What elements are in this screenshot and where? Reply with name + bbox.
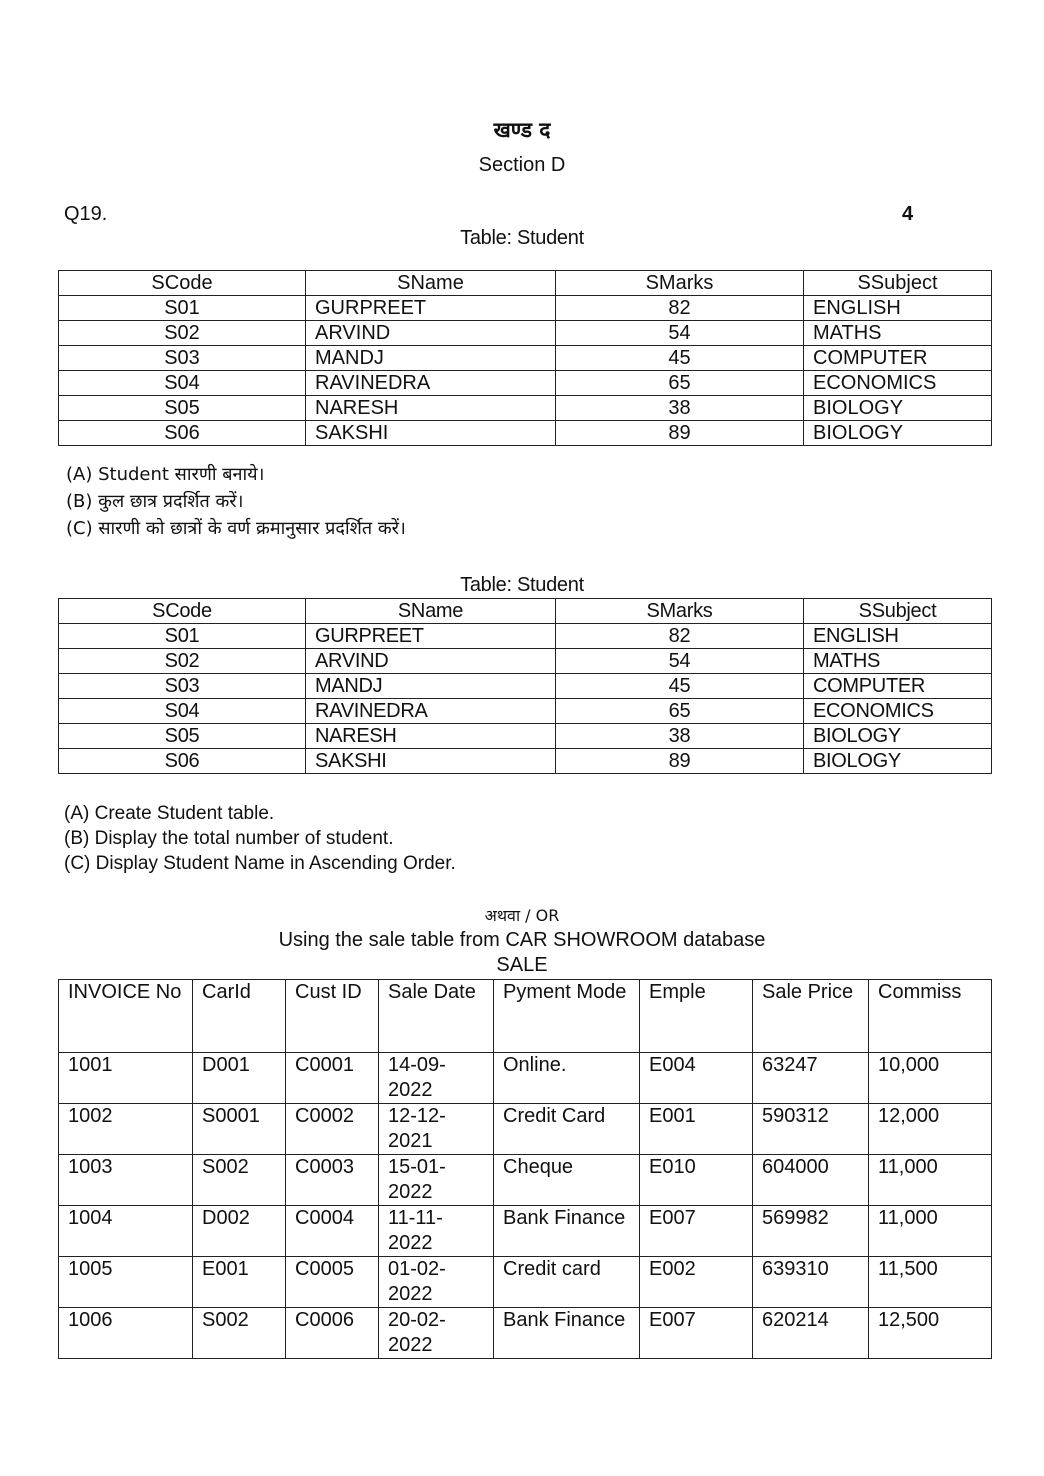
table-row (59, 699, 992, 724)
cell-sname: ARVIND (306, 321, 556, 346)
table-row (59, 1206, 992, 1257)
column-header: Sale Date (379, 980, 494, 1053)
cell-sname: GURPREET (306, 624, 556, 649)
cell-invoice: 1003 (59, 1155, 193, 1206)
cell-payment-mode: Bank Finance (494, 1308, 640, 1359)
cell-employee: E001 (640, 1104, 753, 1155)
cell-commission: 11,500 (869, 1257, 992, 1308)
cell-sale-date: 01-02-2022 (379, 1257, 494, 1308)
cell-sale-date: 12-12-2021 (379, 1104, 494, 1155)
cell-sale-price: 620214 (753, 1308, 869, 1359)
question-marks: 4 (902, 203, 914, 225)
table-row (59, 1257, 992, 1308)
english-questions (64, 801, 456, 876)
cell-carid: S002 (193, 1308, 286, 1359)
cell-custid: C0004 (286, 1206, 379, 1257)
cell-employee: E004 (640, 1053, 753, 1104)
cell-sname: RAVINEDRA (306, 699, 556, 724)
cell-commission: 12,500 (869, 1308, 992, 1359)
cell-scode: S06 (59, 421, 306, 446)
cell-smarks: 82 (556, 296, 804, 321)
cell-smarks: 89 (556, 749, 804, 774)
question-b-hindi: (B) कुल छात्र प्रदर्शित करें। (66, 491, 244, 512)
cell-employee: E010 (640, 1155, 753, 1206)
table-row (59, 371, 992, 396)
column-header: SMarks (556, 599, 804, 624)
cell-invoice: 1004 (59, 1206, 193, 1257)
column-header: Sale Price (753, 980, 869, 1053)
cell-scode: S05 (59, 396, 306, 421)
table-row (59, 421, 992, 446)
cell-smarks: 82 (556, 624, 804, 649)
cell-sale-price: 604000 (753, 1155, 869, 1206)
cell-smarks: 89 (556, 421, 804, 446)
cell-payment-mode: Cheque (494, 1155, 640, 1206)
student-table-hindi (58, 270, 992, 446)
cell-ssubject: BIOLOGY (804, 724, 992, 749)
column-header: SMarks (556, 271, 804, 296)
or-label: अथवा / OR (484, 906, 560, 925)
column-header: INVOICE No (59, 980, 193, 1053)
cell-scode: S02 (59, 649, 306, 674)
cell-scode: S03 (59, 346, 306, 371)
table-row (59, 749, 992, 774)
sale-table (58, 979, 992, 1359)
cell-sale-price: 63247 (753, 1053, 869, 1104)
cell-payment-mode: Credit Card (494, 1104, 640, 1155)
table-caption: Table: Student (460, 227, 584, 249)
column-header: SSubject (804, 271, 992, 296)
table-header-row (59, 980, 992, 1053)
cell-employee: E007 (640, 1308, 753, 1359)
sale-table-caption: SALE (496, 954, 548, 976)
cell-sname: RAVINEDRA (306, 371, 556, 396)
cell-custid: C0005 (286, 1257, 379, 1308)
cell-payment-mode: Credit card (494, 1257, 640, 1308)
cell-ssubject: BIOLOGY (804, 421, 992, 446)
cell-commission: 10,000 (869, 1053, 992, 1104)
student-table-english (58, 598, 992, 774)
cell-sale-date: 15-01-2022 (379, 1155, 494, 1206)
cell-sname: MANDJ (306, 346, 556, 371)
table-header-row (59, 599, 992, 624)
column-header: Cust ID (286, 980, 379, 1053)
cell-payment-mode: Online. (494, 1053, 640, 1104)
cell-custid: C0006 (286, 1308, 379, 1359)
cell-invoice: 1005 (59, 1257, 193, 1308)
table-row (59, 346, 992, 371)
section-title: Section D (478, 154, 566, 176)
table-header-row (59, 271, 992, 296)
column-header: SName (306, 599, 556, 624)
cell-ssubject: ENGLISH (804, 296, 992, 321)
cell-ssubject: MATHS (804, 321, 992, 346)
question-a-hindi: (A) Student सारणी बनाये। (66, 464, 265, 485)
column-header: Commiss (869, 980, 992, 1053)
cell-sale-price: 639310 (753, 1257, 869, 1308)
table-row (59, 674, 992, 699)
cell-ssubject: ENGLISH (804, 624, 992, 649)
table-row (59, 1155, 992, 1206)
cell-sname: SAKSHI (306, 749, 556, 774)
question-a: (A) Create Student table. (64, 803, 275, 824)
cell-invoice: 1002 (59, 1104, 193, 1155)
cell-employee: E002 (640, 1257, 753, 1308)
column-header: SName (306, 271, 556, 296)
cell-carid: S002 (193, 1155, 286, 1206)
cell-sale-price: 569982 (753, 1206, 869, 1257)
cell-smarks: 65 (556, 371, 804, 396)
table-row (59, 1104, 992, 1155)
cell-sname: SAKSHI (306, 421, 556, 446)
cell-smarks: 54 (556, 649, 804, 674)
cell-sale-price: 590312 (753, 1104, 869, 1155)
cell-commission: 12,000 (869, 1104, 992, 1155)
cell-custid: C0002 (286, 1104, 379, 1155)
cell-sale-date: 11-11-2022 (379, 1206, 494, 1257)
cell-custid: C0001 (286, 1053, 379, 1104)
cell-carid: D002 (193, 1206, 286, 1257)
cell-invoice: 1006 (59, 1308, 193, 1359)
column-header: Emple (640, 980, 753, 1053)
cell-employee: E007 (640, 1206, 753, 1257)
cell-ssubject: BIOLOGY (804, 396, 992, 421)
cell-smarks: 45 (556, 346, 804, 371)
table-row (59, 296, 992, 321)
column-header: SSubject (804, 599, 992, 624)
cell-smarks: 54 (556, 321, 804, 346)
cell-scode: S06 (59, 749, 306, 774)
cell-commission: 11,000 (869, 1155, 992, 1206)
cell-invoice: 1001 (59, 1053, 193, 1104)
table-row (59, 1308, 992, 1359)
cell-sname: ARVIND (306, 649, 556, 674)
cell-smarks: 38 (556, 724, 804, 749)
cell-ssubject: ECONOMICS (804, 371, 992, 396)
cell-sale-date: 20-02-2022 (379, 1308, 494, 1359)
cell-carid: D001 (193, 1053, 286, 1104)
cell-ssubject: BIOLOGY (804, 749, 992, 774)
table-row (59, 321, 992, 346)
cell-smarks: 38 (556, 396, 804, 421)
cell-ssubject: MATHS (804, 649, 992, 674)
cell-scode: S04 (59, 699, 306, 724)
column-header: SCode (59, 271, 306, 296)
cell-scode: S02 (59, 321, 306, 346)
column-header: CarId (193, 980, 286, 1053)
cell-smarks: 65 (556, 699, 804, 724)
cell-scode: S01 (59, 624, 306, 649)
question-c-hindi: (C) सारणी को छात्रों के वर्ण क्रमानुसार प्रदर्शित करें। (66, 518, 406, 539)
cell-ssubject: ECONOMICS (804, 699, 992, 724)
cell-ssubject: COMPUTER (804, 346, 992, 371)
cell-sname: NARESH (306, 724, 556, 749)
cell-sname: MANDJ (306, 674, 556, 699)
cell-ssubject: COMPUTER (804, 674, 992, 699)
cell-scode: S03 (59, 674, 306, 699)
table-caption: Table: Student (460, 574, 584, 596)
question-number: Q19. (64, 203, 108, 225)
table-row (59, 396, 992, 421)
table-row (59, 1053, 992, 1104)
cell-scode: S04 (59, 371, 306, 396)
cell-commission: 11,000 (869, 1206, 992, 1257)
cell-sname: GURPREET (306, 296, 556, 321)
cell-payment-mode: Bank Finance (494, 1206, 640, 1257)
table-row (59, 624, 992, 649)
column-header: SCode (59, 599, 306, 624)
table-row (59, 724, 992, 749)
section-title-hindi: खण्ड द (493, 118, 551, 142)
cell-scode: S01 (59, 296, 306, 321)
cell-sname: NARESH (306, 396, 556, 421)
cell-smarks: 45 (556, 674, 804, 699)
or-intro: Using the sale table from CAR SHOWROOM database (278, 929, 766, 951)
cell-carid: E001 (193, 1257, 286, 1308)
cell-scode: S05 (59, 724, 306, 749)
cell-custid: C0003 (286, 1155, 379, 1206)
question-c: (C) Display Student Name in Ascending Order. (64, 853, 456, 874)
cell-carid: S0001 (193, 1104, 286, 1155)
hindi-questions (66, 461, 406, 542)
cell-sale-date: 14-09-2022 (379, 1053, 494, 1104)
column-header: Pyment Mode (494, 980, 640, 1053)
question-b: (B) Display the total number of student. (64, 828, 394, 849)
table-row (59, 649, 992, 674)
